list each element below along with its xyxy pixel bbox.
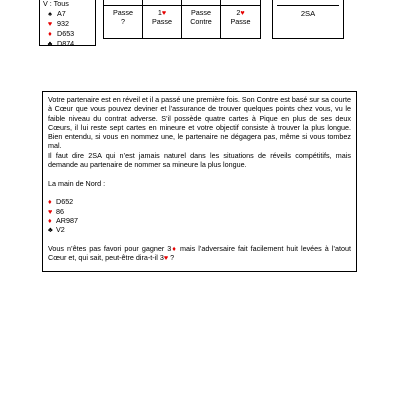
north-hand-value: 86: [56, 206, 64, 216]
bid-cell: Passe: [230, 17, 251, 26]
heart-icon: ♥: [163, 253, 169, 263]
bid-cell: Passe: [191, 8, 211, 17]
north-hand-row: [48, 207, 351, 216]
diamond-icon: ♦: [48, 215, 52, 225]
spade-icon: ♠: [48, 9, 52, 18]
heart-icon: ♥: [161, 8, 167, 17]
hand-diamonds-value: D653: [57, 29, 75, 38]
hand-clubs-value: D874: [57, 39, 75, 48]
north-hand-row: [48, 225, 351, 234]
hand-row-hearts: [43, 19, 69, 29]
bid-cell: Passe: [113, 8, 133, 17]
closing-text-a: Vous n’êtes pas favori pour gagner 3: [48, 243, 172, 253]
north-hand-row: [48, 197, 351, 206]
answer-box: [272, 0, 344, 39]
diamond-icon: ♦: [171, 243, 177, 253]
hand-row-clubs: [43, 39, 74, 49]
hand-row-diamonds: [43, 29, 74, 39]
bid-cell: [221, 8, 260, 17]
closing-text-b: mais l’adversaire fait facilement huit levées à l’atout Cœur et, qui sait, peut-être dira-t-il 3: [48, 243, 352, 263]
north-hand-value: V2: [56, 225, 65, 235]
bid-cell: Contre: [190, 17, 212, 26]
north-hand-title: La main de Nord :: [48, 178, 106, 188]
bid-cell: ?: [121, 17, 125, 26]
diamond-icon: ♦: [48, 197, 52, 207]
vulnerability-label: V : Tous: [43, 0, 69, 8]
explanation-paragraph-1: Votre partenaire est en réveil et il a passé une première fois. Son Contre est basé sur sa courte à Cœur que vous pouvez deviner et l’assurance de trouver quelques points chez vous, vu le faible niveau du contrat adverse. S’il possède quatre cartes à Pique en plus de ses deux Cœurs, il lui reste sept cartes en mineure et votre objectif consiste à trouver la plus longue. Bien entendu, si vous en nommez une, le partenaire ne dégagera pas, même si vous tombez mal.: [48, 95, 351, 151]
explanation-box: [42, 91, 357, 272]
bid-cell: Passe: [152, 17, 172, 26]
bid-column-1: [104, 0, 143, 38]
bid-column-3: [182, 0, 221, 38]
club-icon: ♣: [48, 225, 53, 235]
hand-hearts-value: 932: [57, 19, 69, 28]
heart-icon: ♥: [47, 19, 53, 28]
diamond-icon: ♦: [48, 29, 52, 38]
answer-value: 2SA: [300, 9, 316, 18]
explanation-paragraph-2: Il faut dire 2SA qui n’est jamais naturel dans les situations de réveils compétitifs, mais demande au partenaire de nommer sa mineure la plus longue.: [48, 150, 351, 170]
bid-level: 1: [157, 8, 162, 17]
north-hand-value: AR987: [56, 215, 78, 225]
hand-box: [39, 0, 96, 46]
club-icon: ♣: [47, 39, 53, 48]
bidding-table: [103, 0, 261, 39]
hand-row-spades: [43, 9, 66, 19]
heart-icon: ♥: [240, 8, 245, 17]
heart-icon: ♥: [48, 206, 53, 216]
bid-level: 2: [236, 8, 241, 17]
explanation-closing: [48, 244, 351, 263]
closing-text-c: ?: [168, 253, 175, 263]
bid-cell: [143, 8, 181, 17]
bid-column-4: [221, 0, 260, 38]
bid-column-2: [143, 0, 182, 38]
north-hand-row: [48, 216, 351, 225]
north-hand-value: D652: [56, 197, 74, 207]
hand-spades-value: A7: [57, 9, 66, 18]
